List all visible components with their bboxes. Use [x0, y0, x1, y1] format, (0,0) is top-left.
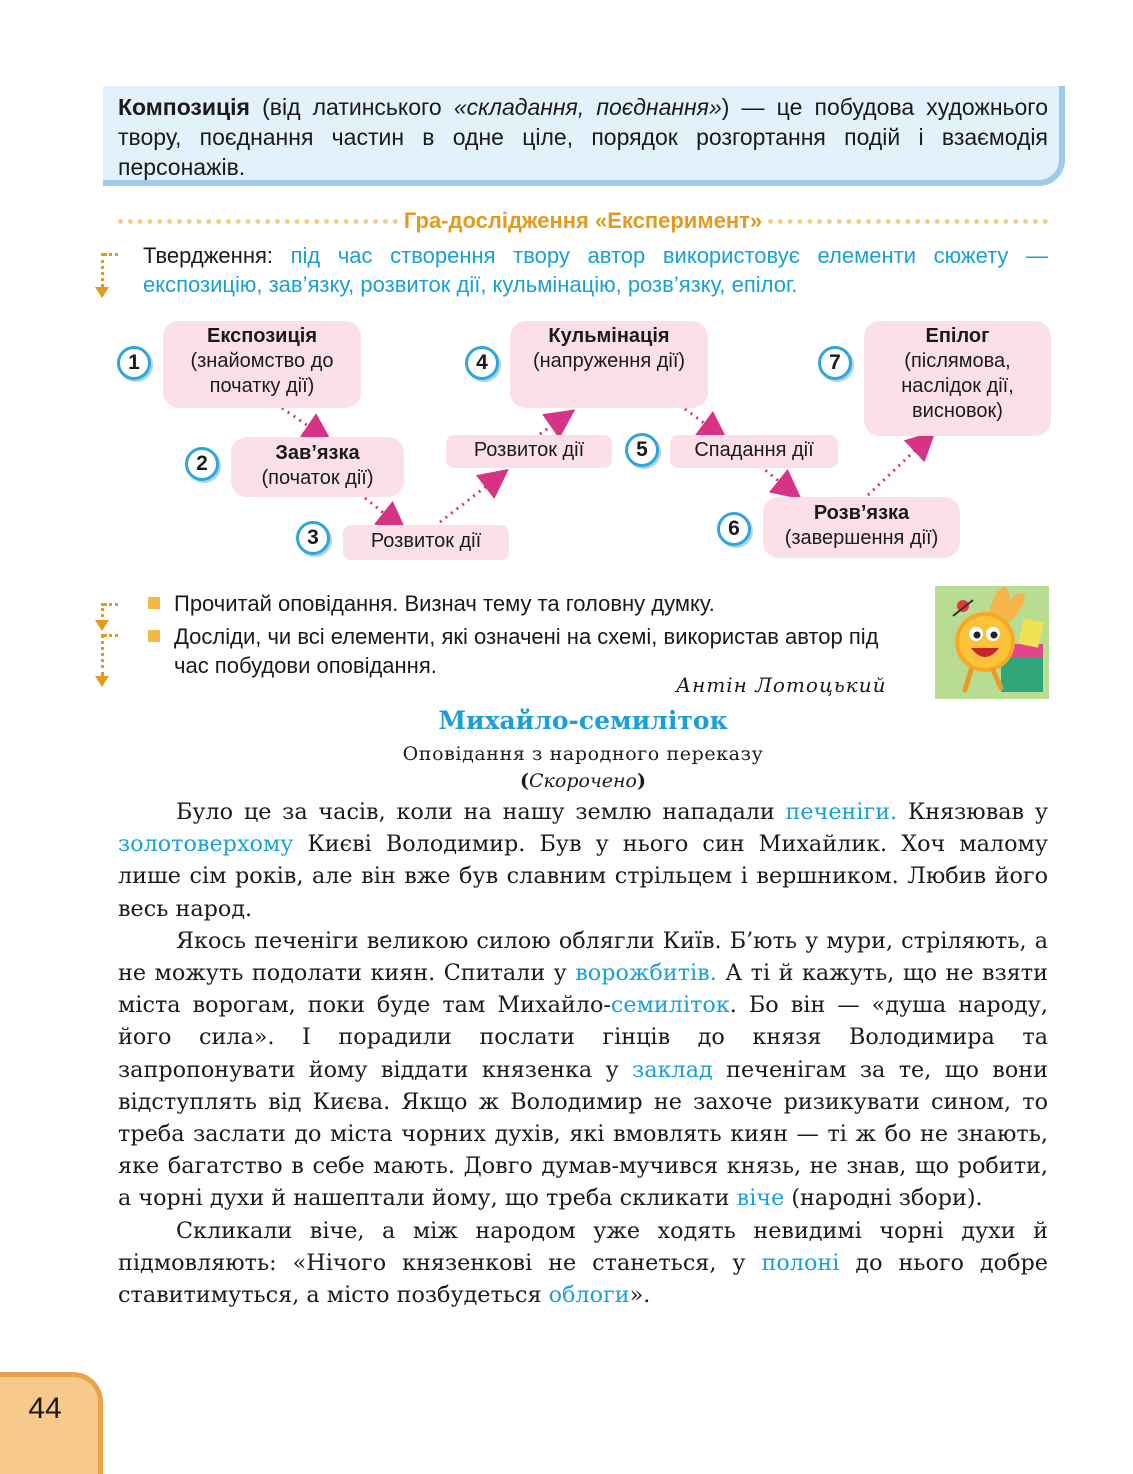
story-paragraph-3 [118, 1215, 1048, 1312]
diagram-box-inciting [231, 437, 404, 497]
sun-character-illustration [935, 586, 1049, 699]
diagram-box-development-2 [446, 435, 612, 468]
statement-text: під час створення твору автор використовує елементи сюжету — експозицію, зав’язку, розвиток дії, кульмінацію, розв’язку, епілог. [143, 243, 1048, 297]
definition-italic: «складання, поєднання» [453, 94, 722, 120]
definition-part: (від латинського [249, 94, 454, 120]
text-run: Князював у [897, 799, 1048, 825]
text-run: (народні збори). [784, 1185, 983, 1212]
dotted-arrow-icon [101, 634, 104, 676]
text-run: до нього добре ставитимуться, а місто позбудеться [118, 1249, 1048, 1309]
box-desc: (початок дії) [261, 467, 374, 489]
dotted-arrow-icon [104, 603, 118, 606]
text-run: Якось печеніги великою силою облягли Київ. Б’ють у мури, стріляють, а не можуть подолати киян. Спитали у [118, 927, 1048, 987]
task-text: Прочитай оповідання. Визнач тему та головну думку. [174, 591, 715, 616]
task-1 [148, 589, 908, 618]
step-number-7: 7 [818, 346, 852, 380]
connector-2-3 [365, 498, 395, 522]
text-run: печенігам за те, що вони відступлять від Києва. Якщо ж Володимир не захоче ризикувати сином, то треба заслати до міста чорних духів, які вмовлять киян — ті ж бо не знають, яке багатство в себе мають. Довго думав-мучився князь, не знав, що робити, а чорні духи й нашептали йому, що треба скликати [118, 1056, 1048, 1212]
bullet-icon [148, 597, 160, 609]
author-name: Антін Лотоцький [676, 673, 887, 697]
diagram-box-epilogue [864, 321, 1051, 436]
glossary-word: полоні [761, 1249, 840, 1276]
box-title: Епілог [925, 325, 990, 347]
connector-5-6 [760, 466, 790, 490]
connector-1-2 [282, 408, 320, 434]
abridged-label: Скорочено [529, 770, 637, 792]
paren: ( [520, 770, 530, 792]
text-run: Києві Володимир. Був у нього син Михайлик. Хоч малому лише сім років, але він вже був славним стрільцем і вершником. Любив його весь народ. [118, 831, 1048, 922]
box-desc: Розвиток дії [473, 439, 585, 461]
box-title: Зав’язка [275, 442, 360, 464]
game-title: Гра-дослідження «Експеримент» [403, 208, 763, 233]
box-desc: (завершення дії) [784, 527, 939, 549]
step-number-4: 4 [465, 346, 499, 380]
text-run: Скликали віче, а між народом уже ходять невидимі чорні духи й підмовляють: «Нічого князенкові не станеться, у [118, 1217, 1048, 1276]
connector-6-7 [868, 441, 925, 495]
text-run: А ті й кажуть, що не взяти міста ворогам, поки буде там Михайло- [118, 960, 1048, 1019]
box-desc: (післямова, наслідок дії, висновок) [901, 350, 1014, 422]
story-text [118, 796, 1048, 1311]
box-title: Розв’язка [813, 502, 910, 524]
step-number-1: 1 [117, 346, 151, 380]
sun-character-icon [935, 586, 1049, 699]
text-run: ». [629, 1282, 651, 1309]
task-2 [148, 622, 908, 680]
story-title: Михайло-семиліток [438, 706, 728, 735]
step-number-6: 6 [717, 512, 751, 546]
arrow-down-icon [95, 676, 109, 687]
glossary-word: золотоверхому [118, 831, 294, 858]
paren: ) [636, 770, 646, 792]
definition-part: ) — це побудова художнього твору, поєднання частин в одне ціле, порядок розгортання подій і взаємодія персонажів. [118, 94, 1048, 180]
diagram-box-resolution [763, 497, 960, 558]
glossary-word: віче [736, 1185, 785, 1212]
glossary-word: заклад [632, 1056, 713, 1083]
connector-dev-4 [540, 418, 563, 434]
box-desc: (напруження дії) [532, 350, 686, 372]
glossary-word: семиліток [610, 992, 730, 1019]
step-number-5: 5 [625, 433, 659, 467]
definition-term: Композиція [118, 94, 250, 120]
connector-3-dev [440, 478, 497, 522]
glossary-word: облоги [548, 1282, 630, 1309]
story-paragraph-2 [118, 925, 1048, 1215]
diagram-box-climax [510, 321, 708, 408]
box-desc: Розвиток дії [370, 530, 482, 552]
step-number-2: 2 [185, 447, 219, 481]
page-number: 44 [28, 1392, 62, 1425]
box-desc: (знайомство до початку дії) [190, 350, 334, 397]
text-run: Було це за часів, коли на нашу землю нападали [176, 799, 786, 825]
box-title: Експозиція [207, 325, 317, 347]
story-abridged-note [118, 770, 1048, 792]
box-title: Кульмінація [548, 325, 670, 347]
task-text: Досліди, чи всі елементи, які означені на схемі, використав автор під час побудови оповідання. [174, 624, 879, 678]
glossary-word: печеніги. [785, 799, 898, 825]
story-paragraph-1 [118, 796, 1048, 925]
bullet-icon [148, 630, 160, 642]
connector-4-5 [685, 409, 716, 432]
step-number-3: 3 [296, 521, 330, 555]
box-desc: Спадання дії [694, 439, 814, 461]
arrow-down-icon [95, 620, 109, 631]
diagram-box-falling-action [670, 435, 838, 468]
diagram-box-exposition [163, 321, 361, 408]
text-run: . Бо він — «душа народу, його сила». І порадили послати гінців до князя Володимира та запропонувати йому віддати князенка у [118, 992, 1048, 1083]
dotted-arrow-icon [104, 634, 118, 637]
statement-label: Твердження: [143, 243, 291, 268]
glossary-word: ворожбитів. [575, 960, 717, 987]
story-subtitle: Оповідання з народного переказу [402, 743, 764, 765]
diagram-box-development-1 [343, 525, 509, 560]
diagram-connectors [0, 0, 1133, 600]
